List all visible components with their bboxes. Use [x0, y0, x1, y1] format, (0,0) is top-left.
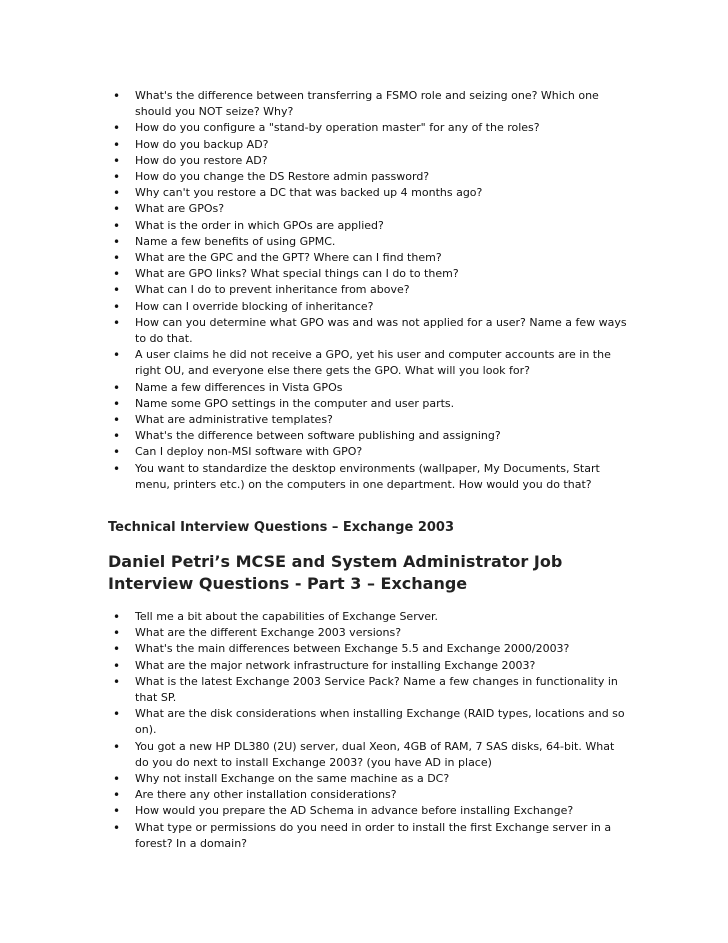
list-item: • How would you prepare the AD Schema in advance before installing Exchange? [108, 803, 628, 819]
list-item: • What is the latest Exchange 2003 Service Pack? Name a few changes in functionality in that SP. [108, 674, 628, 706]
list-item: • How can I override blocking of inheritance? [108, 299, 628, 315]
section-sub-heading: Technical Interview Questions – Exchange 2003 [108, 520, 454, 535]
list-item: • Name a few differences in Vista GPOs [108, 380, 628, 396]
list-item: • How do you configure a "stand-by operation master" for any of the roles? [108, 120, 628, 136]
list-item: • Tell me a bit about the capabilities of Exchange Server. [108, 609, 628, 625]
list-item: • How do you restore AD? [108, 153, 628, 169]
list-item: • What's the difference between transferring a FSMO role and seizing one? Which one should you NOT seize? Why? [108, 88, 628, 120]
list-item: • What can I do to prevent inheritance from above? [108, 282, 628, 298]
list-item: • What are the GPC and the GPT? Where can I find them? [108, 250, 628, 266]
section-main-heading: Daniel Petri’s MCSE and System Administrator Job Interview Questions - Part 3 – Exchange [108, 552, 563, 593]
list-item: • You want to standardize the desktop environments (wallpaper, My Documents, Start menu, printers etc.) on the computers in one department. How would you do that? [108, 461, 628, 493]
list-item: • Are there any other installation considerations? [108, 787, 628, 803]
list-item: • Why not install Exchange on the same machine as a DC? [108, 771, 628, 787]
list-item: • How do you backup AD? [108, 137, 628, 153]
list-item: • What are the disk considerations when installing Exchange (RAID types, locations and so on). [108, 706, 628, 738]
list-item: • What are the different Exchange 2003 versions? [108, 625, 628, 641]
list-item: • How can you determine what GPO was and was not applied for a user? Name a few ways to do that. [108, 315, 628, 347]
list-item: • A user claims he did not receive a GPO, yet his user and computer accounts are in the right OU, and everyone else there gets the GPO. What will you look for? [108, 347, 628, 379]
list-item: • What is the order in which GPOs are applied? [108, 218, 628, 234]
list-item: • What's the main differences between Exchange 5.5 and Exchange 2000/2003? [108, 641, 628, 657]
list-item: • What are the major network infrastructure for installing Exchange 2003? [108, 658, 628, 674]
list-item: • What are administrative templates? [108, 412, 628, 428]
list-item: • Why can't you restore a DC that was backed up 4 months ago? [108, 185, 628, 201]
list-item: • What's the difference between software publishing and assigning? [108, 428, 628, 444]
list-item: • You got a new HP DL380 (2U) server, dual Xeon, 4GB of RAM, 7 SAS disks, 64-bit. What do you do next to install Exchange 2003? (you have AD in place) [108, 739, 628, 771]
list-item: • How do you change the DS Restore admin password? [108, 169, 628, 185]
list-item: • What are GPO links? What special things can I do to them? [108, 266, 628, 282]
gpo-ad-question-list [108, 88, 628, 493]
list-item: • Can I deploy non-MSI software with GPO? [108, 444, 628, 460]
list-item: • Name some GPO settings in the computer and user parts. [108, 396, 628, 412]
list-item: • What type or permissions do you need in order to install the first Exchange server in a forest? In a domain? [108, 820, 628, 852]
list-item: • What are GPOs? [108, 201, 628, 217]
list-item: • Name a few benefits of using GPMC. [108, 234, 628, 250]
exchange-question-list [108, 609, 628, 852]
